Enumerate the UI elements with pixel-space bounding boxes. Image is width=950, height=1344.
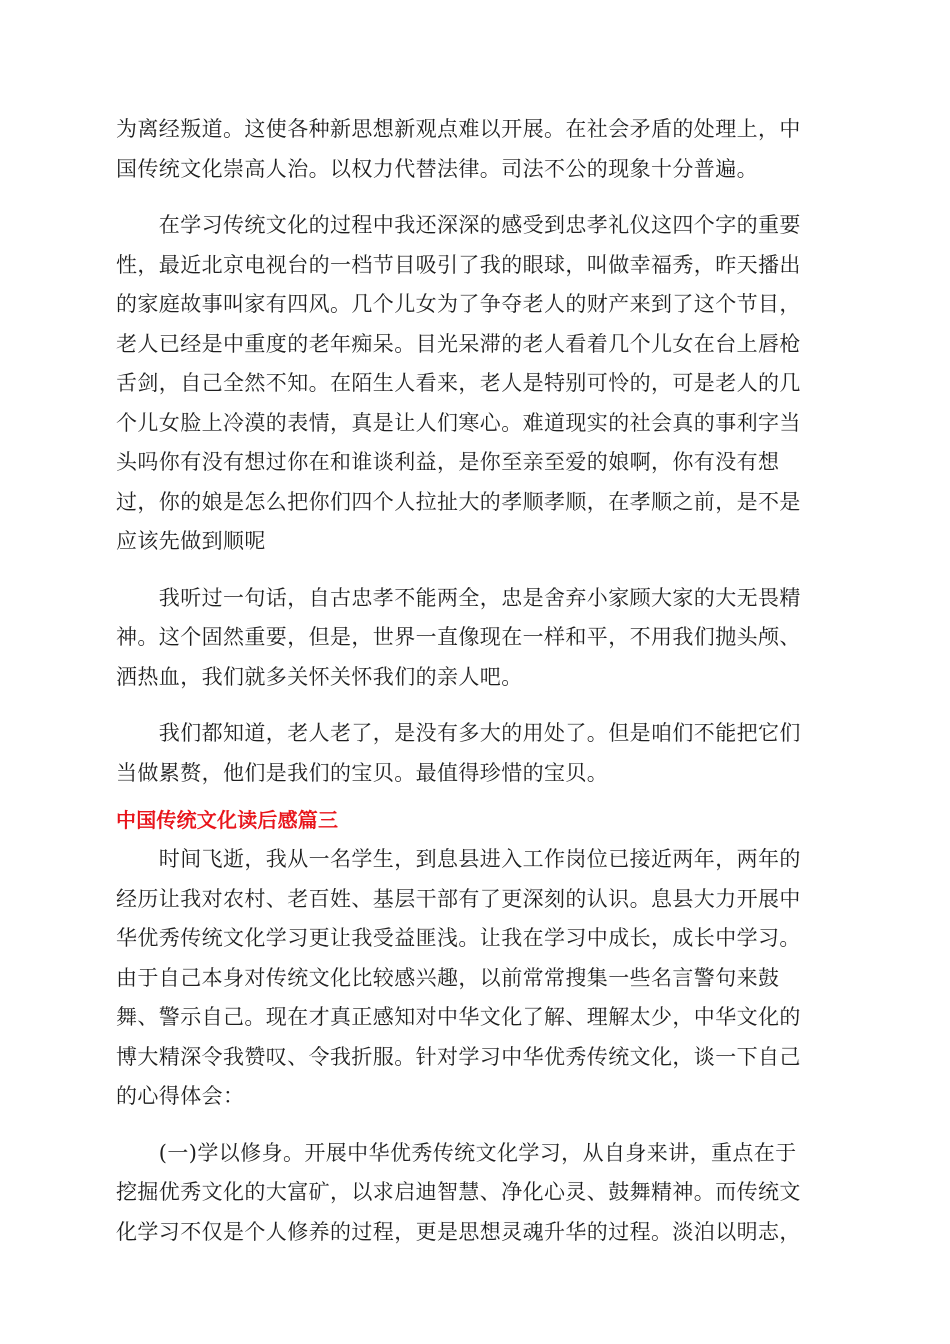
text-line: 过，你的娘是怎么把你们四个人拉扯大的孝顺孝顺，在孝顺之前，是不是 bbox=[116, 489, 801, 514]
document-body bbox=[116, 110, 836, 1269]
text-line: 的心得体会： bbox=[116, 1084, 245, 1108]
text-line: 我听过一句话，自古忠孝不能两全，忠是舍弃小家顾大家的大无畏精 bbox=[116, 585, 801, 610]
text-line: 性，最近北京电视台的一档节目吸引了我的眼球，叫做幸福秀，昨天播出 bbox=[116, 252, 801, 277]
paragraph bbox=[116, 840, 836, 1117]
text-line: 我们都知道，老人老了，是没有多大的用处了。但是咱们不能把它们 bbox=[116, 721, 801, 745]
text-line: 时间飞逝，我从一名学生，到息县进入工作岗位已接近两年，两年的 bbox=[116, 847, 801, 871]
text-line: 神。这个固然重要，但是，世界一直像现在一样和平，不用我们抛头颅、 bbox=[116, 625, 801, 649]
text-line: 经历让我对农村、老百姓、基层干部有了更深刻的认识。息县大力开展中 bbox=[116, 886, 801, 911]
text-line: 应该先做到顺呢 bbox=[116, 529, 266, 553]
paragraph bbox=[116, 714, 836, 793]
text-line: 老人已经是中重度的老年痴呆。目光呆滞的老人看着几个儿女在台上唇枪 bbox=[116, 331, 801, 356]
text-line: 洒热血，我们就多关怀关怀我们的亲人吧。 bbox=[116, 664, 523, 689]
text-line: 当做累赘，他们是我们的宝贝。最值得珍惜的宝贝。 bbox=[116, 760, 609, 785]
paragraph bbox=[116, 206, 836, 562]
text-line: 头吗你有没有想过你在和谁谈利益，是你至亲至爱的娘啊，你有没有想 bbox=[116, 450, 780, 474]
text-line: 化学习不仅是个人修养的过程，更是思想灵魂升华的过程。淡泊以明志， bbox=[116, 1219, 801, 1244]
text-line: 华优秀传统文化学习更让我受益匪浅。让我在学习中成长，成长中学习。 bbox=[116, 926, 801, 950]
paragraph bbox=[116, 110, 836, 189]
paragraph bbox=[116, 1134, 836, 1253]
text-line: 舞、警示自己。现在才真正感知对中华文化了解、理解太少，中华文化的 bbox=[116, 1005, 801, 1029]
text-line: 由于自己本身对传统文化比较感兴趣，以前常常搜集一些名言警句来鼓 bbox=[116, 965, 780, 990]
text-line: 挖掘优秀文化的大富矿，以求启迪智慧、净化心灵、鼓舞精神。而传统文 bbox=[116, 1180, 801, 1204]
text-line: (一)学以修身。开展中华优秀传统文化学习，从自身来讲，重点在于 bbox=[116, 1140, 797, 1165]
text-line: 在学习传统文化的过程中我还深深的感受到忠孝礼仪这四个字的重要 bbox=[116, 213, 801, 237]
text-line: 个儿女脸上冷漠的表情，真是让人们寒心。难道现实的社会真的事利字当 bbox=[116, 410, 801, 435]
text-line: 舌剑，自己全然不知。在陌生人看来，老人是特别可怜的，可是老人的几 bbox=[116, 371, 801, 395]
text-line: 国传统文化崇高人治。以权力代替法律。司法不公的现象十分普遍。 bbox=[116, 156, 758, 181]
text-line: 为离经叛道。这使各种新思想新观点难以开展。在社会矛盾的处理上，中 bbox=[116, 117, 801, 141]
section-heading: 中国传统文化读后感篇三 bbox=[116, 808, 339, 832]
text-line: 博大精深令我赞叹、令我折服。针对学习中华优秀传统文化，谈一下自己 bbox=[116, 1044, 801, 1069]
text-line: 的家庭故事叫家有四风。几个儿女为了争夺老人的财产来到了这个节目， bbox=[116, 292, 801, 316]
paragraph bbox=[116, 579, 836, 698]
